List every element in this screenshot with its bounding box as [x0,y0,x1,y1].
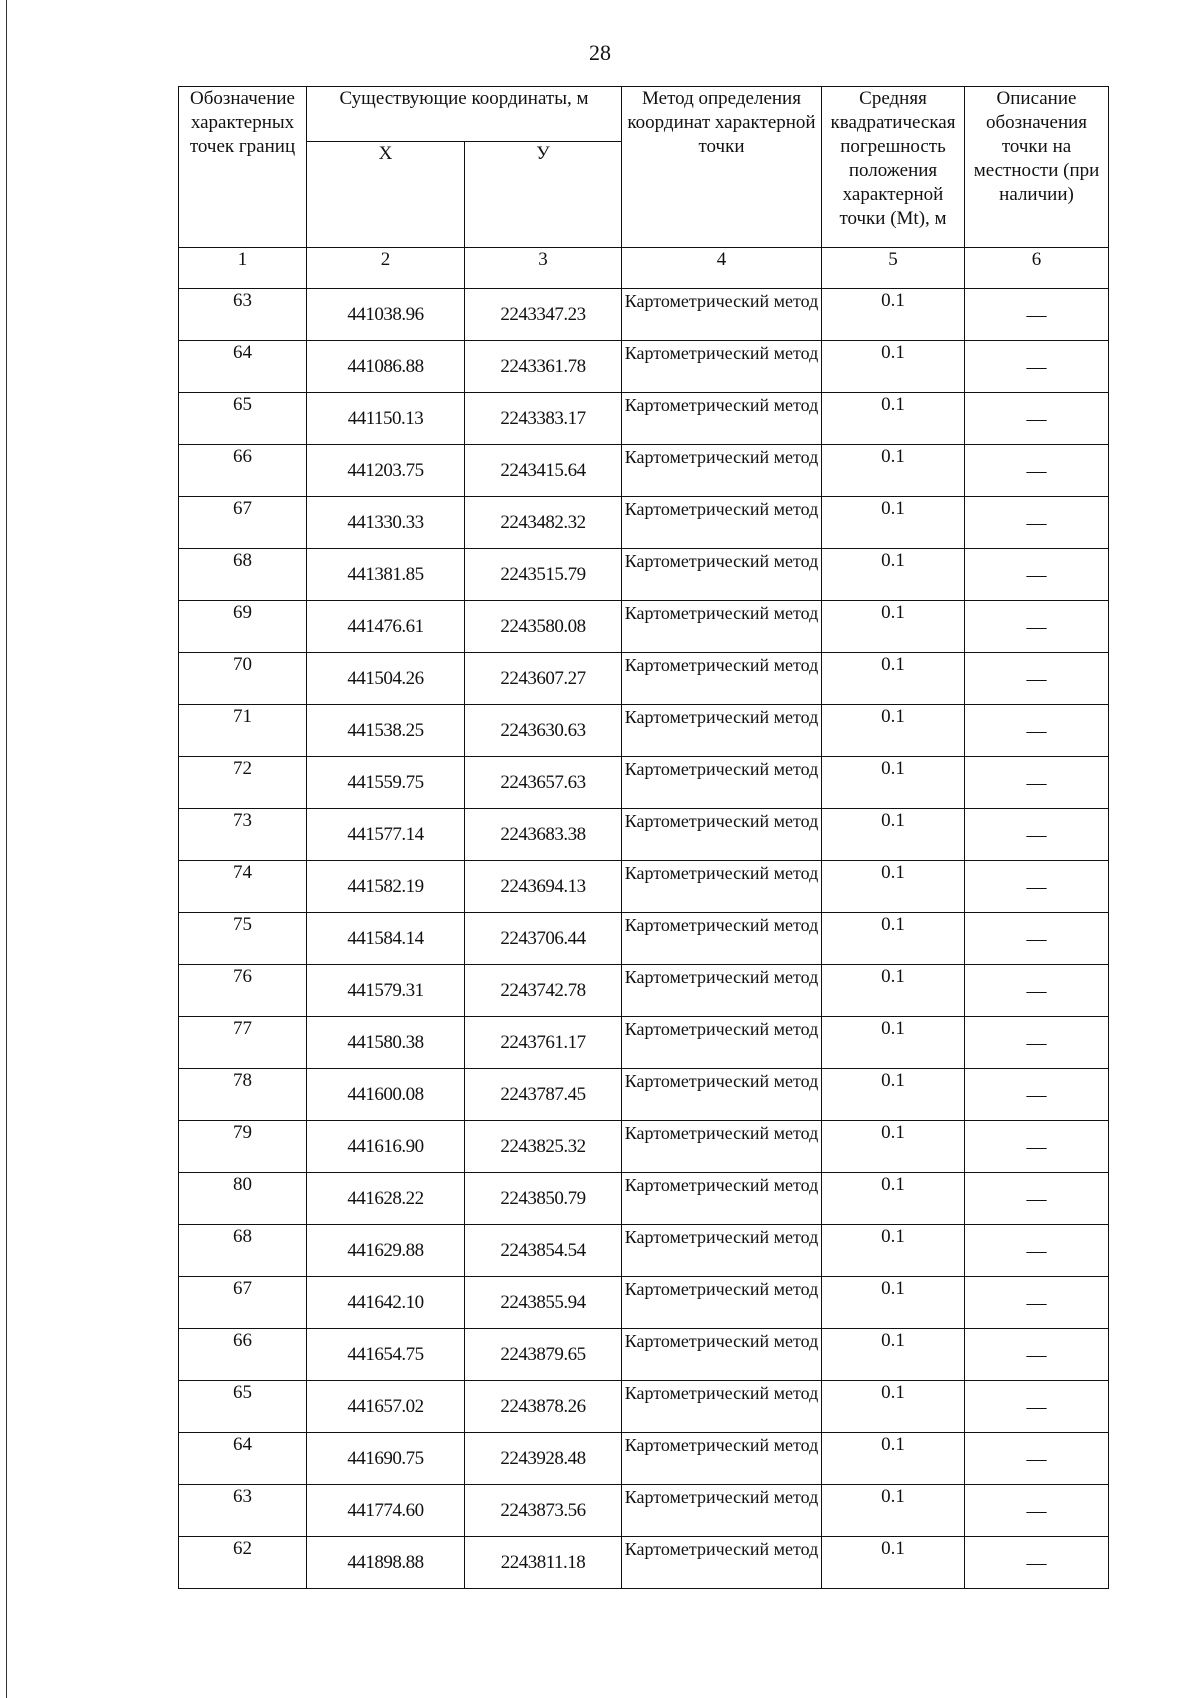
method-cell: Картометрический метод [622,549,822,601]
coordinate-x: 441629.88 [307,1225,465,1277]
point-designation: 72 [179,757,307,809]
table-row [179,1173,1109,1225]
method-cell: Картометрический метод [622,861,822,913]
point-description: — [965,861,1109,913]
table-row [179,549,1109,601]
method-cell: Картометрический метод [622,705,822,757]
coordinate-x: 441628.22 [307,1173,465,1225]
method-cell: Картометрический метод [622,757,822,809]
coordinate-y: 2243879.65 [465,1329,622,1381]
column-number: 4 [622,248,822,289]
point-description: — [965,601,1109,653]
scan-edge-line [6,0,7,1698]
header-mean-square-error: Средняя квадратическая погрешность положения характерной точки (Mt), м [822,87,965,248]
method-cell: Картометрический метод [622,393,822,445]
method-cell: Картометрический метод [622,1329,822,1381]
mean-square-error: 0.1 [822,913,965,965]
coordinate-y: 2243825.32 [465,1121,622,1173]
coordinate-x: 441330.33 [307,497,465,549]
table-row [179,653,1109,705]
coordinate-x: 441774.60 [307,1485,465,1537]
mean-square-error: 0.1 [822,965,965,1017]
coordinate-y: 2243706.44 [465,913,622,965]
coordinate-x: 441579.31 [307,965,465,1017]
point-description: — [965,913,1109,965]
method-cell: Картометрический метод [622,1277,822,1329]
coordinate-x: 441616.90 [307,1121,465,1173]
point-description: — [965,445,1109,497]
column-number: 3 [465,248,622,289]
mean-square-error: 0.1 [822,1017,965,1069]
mean-square-error: 0.1 [822,1277,965,1329]
table-row [179,1381,1109,1433]
page-number: 28 [589,40,611,65]
coordinate-x: 441582.19 [307,861,465,913]
table-row [179,1225,1109,1277]
point-description: — [965,1069,1109,1121]
point-description: — [965,1225,1109,1277]
point-description: — [965,1485,1109,1537]
method-cell: Картометрический метод [622,445,822,497]
method-cell: Картометрический метод [622,1433,822,1485]
point-designation: 66 [179,1329,307,1381]
table-row [179,445,1109,497]
point-description: — [965,1433,1109,1485]
point-designation: 62 [179,1537,307,1589]
coordinate-y: 2243855.94 [465,1277,622,1329]
method-cell: Картометрический метод [622,965,822,1017]
method-cell: Картометрический метод [622,289,822,341]
point-designation: 78 [179,1069,307,1121]
point-designation: 71 [179,705,307,757]
point-description: — [965,705,1109,757]
point-designation: 67 [179,497,307,549]
table-row [179,1121,1109,1173]
mean-square-error: 0.1 [822,601,965,653]
point-designation: 69 [179,601,307,653]
mean-square-error: 0.1 [822,1537,965,1589]
point-description: — [965,1277,1109,1329]
coordinate-y: 2243854.54 [465,1225,622,1277]
mean-square-error: 0.1 [822,1329,965,1381]
point-designation: 67 [179,1277,307,1329]
method-cell: Картометрический метод [622,653,822,705]
coordinate-x: 441559.75 [307,757,465,809]
mean-square-error: 0.1 [822,393,965,445]
coordinate-x: 441504.26 [307,653,465,705]
method-cell: Картометрический метод [622,1537,822,1589]
header-existing-coordinates: Существующие координаты, м [307,87,622,142]
table-row [179,1277,1109,1329]
coordinate-y: 2243630.63 [465,705,622,757]
table-row [179,1329,1109,1381]
table-row [179,1433,1109,1485]
coordinate-y: 2243415.64 [465,445,622,497]
method-cell: Картометрический метод [622,1017,822,1069]
mean-square-error: 0.1 [822,341,965,393]
method-cell: Картометрический метод [622,1121,822,1173]
point-designation: 68 [179,1225,307,1277]
coordinate-x: 441657.02 [307,1381,465,1433]
method-cell: Картометрический метод [622,913,822,965]
method-cell: Картометрический метод [622,1069,822,1121]
point-designation: 64 [179,1433,307,1485]
point-description: — [965,809,1109,861]
mean-square-error: 0.1 [822,289,965,341]
coordinate-y: 2243928.48 [465,1433,622,1485]
point-description: — [965,549,1109,601]
mean-square-error: 0.1 [822,1381,965,1433]
coordinate-x: 441476.61 [307,601,465,653]
point-designation: 80 [179,1173,307,1225]
mean-square-error: 0.1 [822,549,965,601]
table-row [179,705,1109,757]
point-designation: 63 [179,1485,307,1537]
point-designation: 70 [179,653,307,705]
point-description: — [965,653,1109,705]
point-designation: 65 [179,393,307,445]
coordinate-x: 441600.08 [307,1069,465,1121]
coordinate-x: 441580.38 [307,1017,465,1069]
coordinate-y: 2243787.45 [465,1069,622,1121]
mean-square-error: 0.1 [822,809,965,861]
coordinate-x: 441086.88 [307,341,465,393]
point-description: — [965,497,1109,549]
coordinate-x: 441381.85 [307,549,465,601]
table-row [179,341,1109,393]
point-description: — [965,1381,1109,1433]
coordinate-x: 441038.96 [307,289,465,341]
mean-square-error: 0.1 [822,1225,965,1277]
header-point-description: Описание обозначения точки на местности (при наличии) [965,87,1109,248]
table-body [179,289,1109,1589]
coordinate-y: 2243361.78 [465,341,622,393]
mean-square-error: 0.1 [822,1433,965,1485]
method-cell: Картометрический метод [622,341,822,393]
mean-square-error: 0.1 [822,1173,965,1225]
header-method: Метод определения координат характерной точки [622,87,822,248]
method-cell: Картометрический метод [622,1173,822,1225]
coordinate-x: 441654.75 [307,1329,465,1381]
method-cell: Картометрический метод [622,601,822,653]
mean-square-error: 0.1 [822,757,965,809]
point-description: — [965,965,1109,1017]
table-row [179,1485,1109,1537]
coordinate-y: 2243515.79 [465,549,622,601]
column-number: 1 [179,248,307,289]
coordinate-y: 2243347.23 [465,289,622,341]
column-number: 5 [822,248,965,289]
coordinate-y: 2243683.38 [465,809,622,861]
point-designation: 79 [179,1121,307,1173]
coordinate-y: 2243742.78 [465,965,622,1017]
point-designation: 76 [179,965,307,1017]
point-description: — [965,1173,1109,1225]
mean-square-error: 0.1 [822,1069,965,1121]
column-number-row [179,248,1109,289]
table-row [179,393,1109,445]
point-designation: 63 [179,289,307,341]
coordinate-y: 2243383.17 [465,393,622,445]
coordinate-x: 441584.14 [307,913,465,965]
coordinate-x: 441203.75 [307,445,465,497]
point-designation: 66 [179,445,307,497]
coordinate-y: 2243482.32 [465,497,622,549]
point-description: — [965,757,1109,809]
point-description: — [965,1329,1109,1381]
coordinate-y: 2243657.63 [465,757,622,809]
coordinate-x: 441642.10 [307,1277,465,1329]
coordinate-y: 2243761.17 [465,1017,622,1069]
coordinate-y: 2243694.13 [465,861,622,913]
column-number: 6 [965,248,1109,289]
mean-square-error: 0.1 [822,653,965,705]
header-y: У [465,142,622,248]
mean-square-error: 0.1 [822,497,965,549]
point-description: — [965,341,1109,393]
table-row [179,601,1109,653]
point-description: — [965,289,1109,341]
coordinate-x: 441898.88 [307,1537,465,1589]
method-cell: Картометрический метод [622,1225,822,1277]
table-row [179,497,1109,549]
mean-square-error: 0.1 [822,445,965,497]
coordinate-x: 441690.75 [307,1433,465,1485]
table-row [179,1017,1109,1069]
header-point-designation: Обозначение характерных точек границ [179,87,307,248]
point-description: — [965,393,1109,445]
table-row [179,1537,1109,1589]
table-row [179,289,1109,341]
coordinate-y: 2243607.27 [465,653,622,705]
table-row [179,1069,1109,1121]
point-description: — [965,1121,1109,1173]
coordinate-y: 2243580.08 [465,601,622,653]
point-designation: 68 [179,549,307,601]
table-row [179,757,1109,809]
point-designation: 75 [179,913,307,965]
point-designation: 74 [179,861,307,913]
point-description: — [965,1537,1109,1589]
coordinate-y: 2243811.18 [465,1537,622,1589]
method-cell: Картометрический метод [622,809,822,861]
point-designation: 65 [179,1381,307,1433]
table-row [179,809,1109,861]
point-designation: 73 [179,809,307,861]
table-row [179,965,1109,1017]
coordinate-x: 441538.25 [307,705,465,757]
point-designation: 77 [179,1017,307,1069]
method-cell: Картометрический метод [622,497,822,549]
coordinate-y: 2243850.79 [465,1173,622,1225]
table-row [179,861,1109,913]
point-designation: 64 [179,341,307,393]
column-number: 2 [307,248,465,289]
point-description: — [965,1017,1109,1069]
coordinate-x: 441577.14 [307,809,465,861]
coordinate-y: 2243873.56 [465,1485,622,1537]
coordinate-x: 441150.13 [307,393,465,445]
mean-square-error: 0.1 [822,861,965,913]
table-row [179,913,1109,965]
method-cell: Картометрический метод [622,1485,822,1537]
header-x: X [307,142,465,248]
coordinates-table [178,86,1109,1589]
mean-square-error: 0.1 [822,1485,965,1537]
coordinate-y: 2243878.26 [465,1381,622,1433]
mean-square-error: 0.1 [822,1121,965,1173]
mean-square-error: 0.1 [822,705,965,757]
method-cell: Картометрический метод [622,1381,822,1433]
